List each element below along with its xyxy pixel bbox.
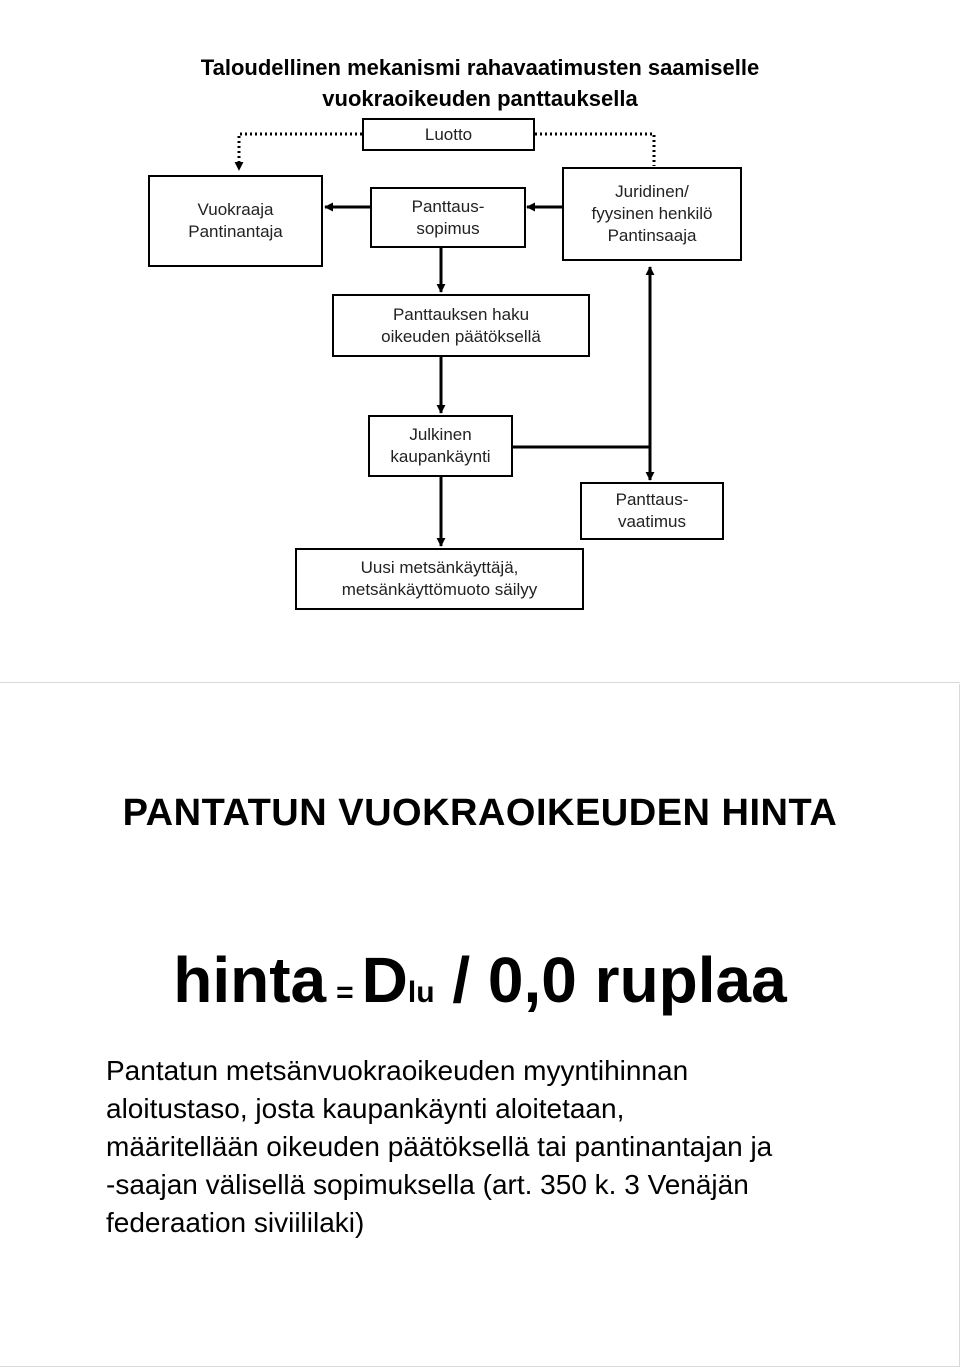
box-panttaussopimus xyxy=(370,187,526,248)
box-panttaussopimus-line-2: sopimus xyxy=(416,218,480,238)
slide-price xyxy=(0,684,960,1367)
box-panttauksen-haku xyxy=(332,294,590,357)
description-line-5: federaation siviililaki) xyxy=(106,1207,365,1238)
description-line-1: Pantatun metsänvuokraoikeuden myyntihinnan xyxy=(106,1055,689,1086)
box-vuokraaja-line-1: Vuokraaja xyxy=(197,200,274,219)
box-haku-line-2: oikeuden päätöksellä xyxy=(381,326,541,346)
description-line-4: -saajan välisellä sopimuksella (art. 350 k. 3 Venäjän xyxy=(106,1169,749,1200)
box-uusi-line-2: metsänkäyttömuoto säilyy xyxy=(341,580,538,599)
box-uusi-metsankayttaja xyxy=(295,548,584,610)
formula-rhs: / 0,0 ruplaa xyxy=(452,944,787,1016)
box-haku-line-1: Panttauksen haku xyxy=(392,304,530,324)
box-panttausvaatimus xyxy=(580,482,724,540)
box-vaatimus-line-2: vaatimus xyxy=(617,512,686,531)
description-line-2: aloitustaso, josta kaupankäynti aloitetaan, xyxy=(106,1093,625,1124)
box-vuokraaja-pantinantaja xyxy=(148,175,323,267)
box-panttaussopimus-line-1: Panttaus- xyxy=(411,196,485,216)
dotted-line-luotto-to-vuokraaja xyxy=(239,134,362,170)
box-luotto xyxy=(362,118,535,151)
box-juridinen-line-2: fyysinen henkilö xyxy=(591,204,713,223)
box-juridinen-line-1: Juridinen/ xyxy=(615,182,689,201)
formula-equals: = xyxy=(336,976,354,1009)
dotted-line-luotto-to-juridinen xyxy=(535,134,654,166)
box-luotto-label: Luotto xyxy=(424,124,473,144)
box-juridinen-line-3: Pantinsaaja xyxy=(607,226,697,245)
box-vaatimus-line-1: Panttaus- xyxy=(615,490,689,509)
diagram-title-line-1: Taloudellinen mekanismi rahavaatimusten saamiselle xyxy=(200,55,760,80)
box-julkinen-line-1: Julkinen xyxy=(409,425,472,444)
formula-symbol: D xyxy=(361,944,408,1016)
box-vuokraaja-line-2: Pantinantaja xyxy=(188,222,283,241)
box-uusi-line-1: Uusi metsänkäyttäjä, xyxy=(360,558,519,577)
formula-subscript: lu xyxy=(407,976,435,1009)
description-line-3: määritellään oikeuden päätöksellä tai pantinantajan ja xyxy=(106,1131,773,1162)
price-description xyxy=(106,1052,906,1242)
arrow-julkinen-to-vaatimus xyxy=(513,447,650,480)
box-julkinen-line-2: kaupankäynti xyxy=(390,447,491,466)
slide-diagram xyxy=(0,0,960,683)
diagram-title-line-2: vuokraoikeuden panttauksella xyxy=(322,86,638,111)
formula-lhs: hinta xyxy=(173,944,327,1016)
price-title: PANTATUN VUOKRAOIKEUDEN HINTA xyxy=(122,792,838,834)
box-juridinen-pantinsaaja xyxy=(562,167,742,261)
box-julkinen-kaupankaynti xyxy=(368,415,513,477)
price-formula xyxy=(0,942,960,1031)
